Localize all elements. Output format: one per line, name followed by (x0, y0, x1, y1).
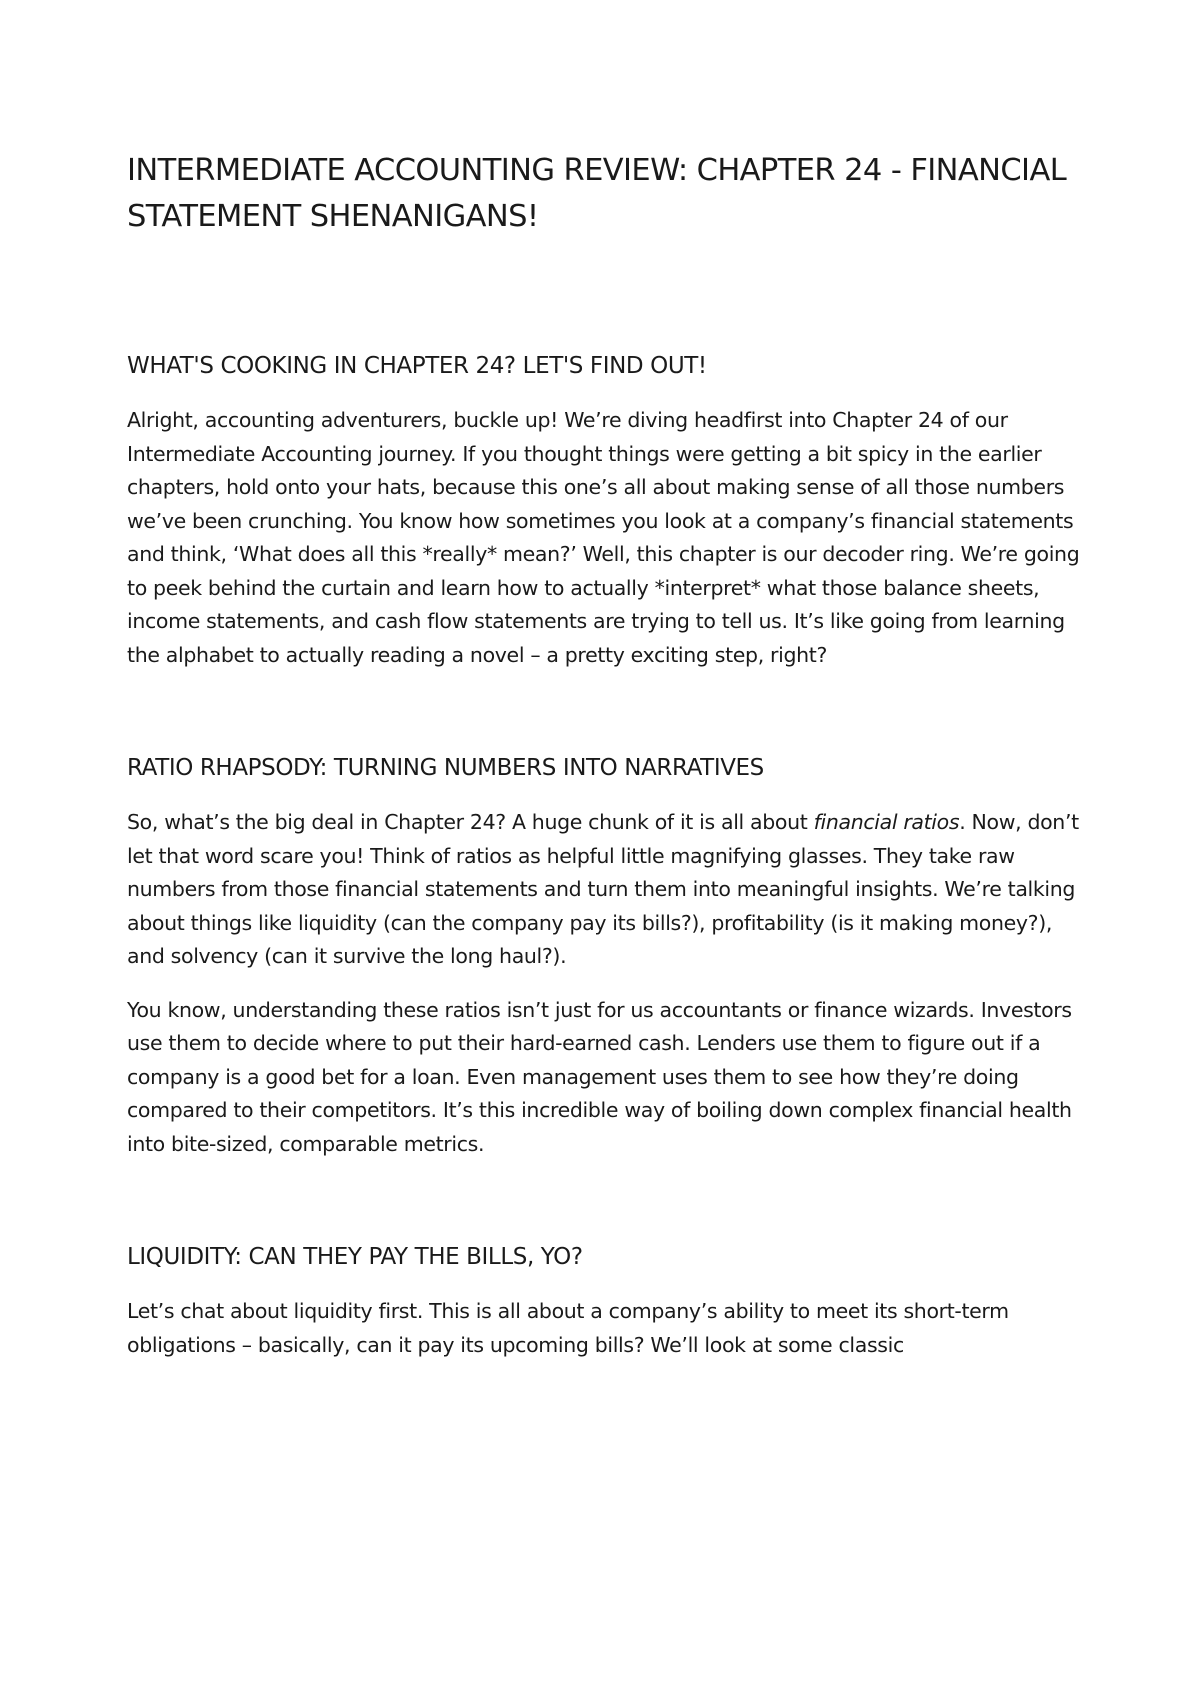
paragraph-text: So, what’s the big deal in Chapter 24? A huge chunk of it is all about (127, 810, 814, 834)
section-ratio-rhapsody (127, 752, 1087, 1161)
paragraph (127, 806, 1087, 974)
section-whats-cooking (127, 350, 1087, 672)
document-page (127, 148, 1087, 1382)
section-liquidity (127, 1241, 1087, 1362)
paragraph: Let’s chat about liquidity first. This is all about a company’s ability to meet its short-term obligations – basically, can it pay its upcoming bills? We’ll look at some classic (127, 1299, 1009, 1357)
paragraph: You know, understanding these ratios isn’t just for us accountants or finance wizards. Investors use them to decide where to put their hard-earned cash. Lenders use them to figure out if a company is a good bet for a loan. Even management uses them to see how they’re doing compared to their competitors. It’s this incredible way of boiling down complex financial health into bite-sized, comparable metrics. (127, 997, 1072, 1156)
document-title: INTERMEDIATE ACCOUNTING REVIEW: CHAPTER 24 - FINANCIAL STATEMENT SHENANIGANS! (127, 153, 1067, 234)
section-heading: WHAT'S COOKING IN CHAPTER 24? LET'S FIND OUT! (127, 353, 707, 379)
paragraph-text: . Now, don’t let that word scare you! Think of ratios as helpful little magnifying glasses. They take raw numbers from those financial statements and turn them into meaningful insights. We’re talking about things like liquidity (can the company pay its bills?), profitability (is it making money?), and solvency (can it survive the long haul?). (127, 810, 1079, 968)
paragraph: Alright, accounting adventurers, buckle up! We’re diving headfirst into Chapter 24 of our Intermediate Accounting journey. If you thought things were getting a bit spicy in the earlier chapters, hold onto your hats, because this one’s all about making sense of all those numbers we’ve been crunching. You know how sometimes you look at a company’s financial statements and think, ‘What does all this *really* mean?’ Well, this chapter is our decoder ring. We’re going to peek behind the curtain and learn how to actually *interpret* what those balance sheets, income statements, and cash flow statements are trying to tell us. It’s like going from learning the alphabet to actually reading a novel – a pretty exciting step, right? (127, 408, 1080, 667)
section-heading: RATIO RHAPSODY: TURNING NUMBERS INTO NARRATIVES (127, 755, 764, 781)
section-heading: LIQUIDITY: CAN THEY PAY THE BILLS, YO? (127, 1244, 583, 1270)
emphasis-financial-ratios: financial ratios (813, 810, 960, 834)
